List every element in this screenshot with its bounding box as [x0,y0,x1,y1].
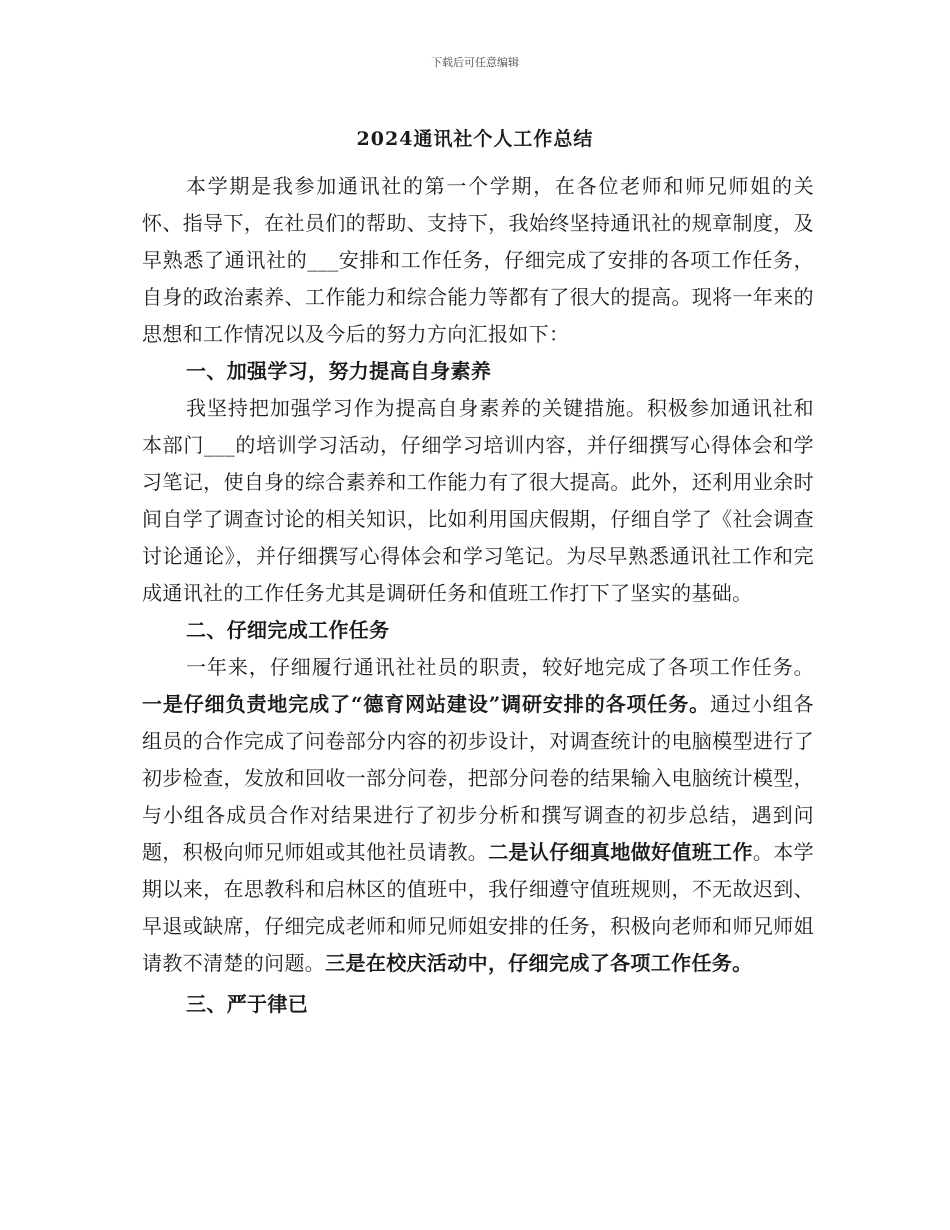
point-3-title: 三是在校庆活动中，仔细完成了各项工作任务。 [325,951,753,975]
document-body [142,168,814,1023]
section-1-paragraph: 我坚持把加强学习作为提高自身素养的关键措施。积极参加通讯社和本部门___的培训学习活动，仔细学习培训内容，并仔细撰写心得体会和学习笔记，使自身的综合素养和工作能力有了很大提高。此外，还利用业余时间自学了调查讨论的相关知识，比如利用国庆假期，仔细自学了《社会调查讨论通论》，并仔细撰写心得体会和学习笔记。为尽早熟悉通讯社工作和完成通讯社的工作任务尤其是调研任务和值班工作打下了坚实的基础。 [142,396,814,605]
section-3-heading: 三、严于律已 [186,992,309,1016]
point-1-body: 通过小组各组员的合作完成了问卷部分内容的初步设计，对调查统计的电脑模型进行了初步检查，发放和回收一部分问卷，把部分问卷的结果输入电脑统计模型，与小组各成员合作对结果进行了初步分析和撰写调查的初步总结，遇到问题，积极向师兄师姐或其他社员请教。 [142,692,815,864]
point-2-title: 二是认仔细真地做好值班工作 [488,840,753,864]
point-1-title: 一是仔细负责地完成了“德育网站建设”调研安排的各项任务。 [142,692,711,716]
section-2-paragraph [142,649,814,982]
page-header-note: 下载后可任意编辑 [431,56,519,69]
section-2-intro: 一年来，仔细履行通讯社社员的职责，较好地完成了各项工作任务。 [186,655,814,679]
section-1-heading: 一、加强学习，努力提高自身素养 [186,359,492,383]
point-2-body: 。本学期以来，在思教科和启林区的值班中，我仔细遵守值班规则，不无故迟到、早退或缺席，仔细完成老师和师兄师姐安排的任务，积极向老师和师兄师姐请教不清楚的问题。 [142,840,814,975]
document-title: 2024通讯社个人工作总结 [356,128,594,150]
section-2-heading: 二、仔细完成工作任务 [186,618,390,642]
intro-paragraph: 本学期是我参加通讯社的第一个学期，在各位老师和师兄师姐的关怀、指导下，在社员们的帮助、支持下，我始终坚持通讯社的规章制度，及早熟悉了通讯社的___安排和工作任务，仔细完成了安排的各项工作任务，自身的政治素养、工作能力和综合能力等都有了很大的提高。现将一年来的思想和工作情况以及今后的努力方向汇报如下： [142,174,814,346]
